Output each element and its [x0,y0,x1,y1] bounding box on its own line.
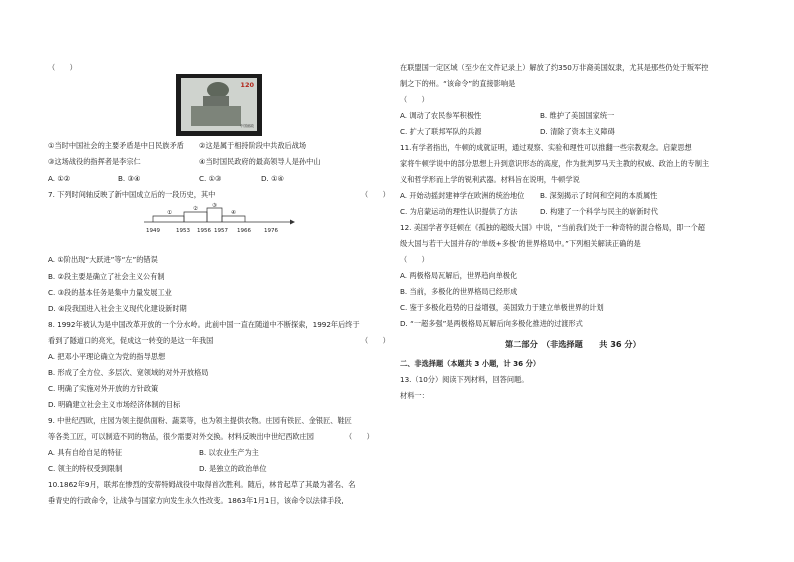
q6-option-d: D. ①④ [261,174,284,183]
q12-option-b: B. 当前，多极化的世界格局已经形成 [400,287,518,296]
q7-option-a: A. ①阶出现“大跃进”等“左”的错误 [48,255,158,264]
q9-option-a: A. 具有自给自足的特征 [48,448,123,457]
stamp-image [176,74,262,136]
q13-stem: 13.（10分）阅读下列材料，回答问题。 [400,375,529,384]
part-two-heading: 第二部分 （非选择题 共 36 分） [505,339,641,349]
timeline-arrow-icon [290,220,295,225]
q9-option-b: B. 以农业生产为主 [199,448,259,457]
q7-option-b: B. ②段主要是确立了社会主义公有制 [48,272,165,281]
timeline-label-2: ② [193,206,198,212]
q6-option-b: B. ③④ [118,174,141,183]
q7-option-c: C. ③段的基本任务是集中力量发展工业 [48,288,172,297]
stamp-building [191,106,241,126]
statement-1: ①当时中国社会的主要矛盾是中日民族矛盾 [48,141,184,150]
q9-stem-line2: 等各类工匠，可以制造不同的物品，很少需要对外交换。材料反映出中世纪西欧庄园 [48,432,314,441]
q12-option-c: C. 鉴于多极化趋势的日益增强，美国致力于建立单极世界的计划 [400,303,604,312]
q10-stem-line2: 垂青史的行政命令，让战争与国家方向发生永久性改变。1863年1月1日，该命令以法律手段, [48,496,344,505]
q12-bracket: （ ） [400,255,429,264]
q11-stem-line2: 家将牛顿学说中的部分思想上升到意识形态的高度，作为批判罗马天主教的权威、政治上的专制主 [400,159,710,168]
timeline-label-3: ③ [212,203,217,209]
material-one-label: 材料一： [400,391,429,400]
q10-option-d: D. 清除了资本主义障碍 [540,127,615,136]
q11-option-a: A. 开始动摇封建神学在欧洲的统治地位 [400,191,525,200]
q8-option-b: B. 形成了全方位、多层次、宽领域的对外开放格局 [48,368,209,377]
q11-option-c: C. 为启蒙运动的理性认识提供了方法 [400,207,518,216]
timeline-year-1966: 1966 [237,228,251,234]
q10-stem-line3: 在联盟国一定区域（至少在文件记录上）解放了约350万非裔美国奴隶，尤其是那些仍处于叛军控 [400,63,709,72]
q8-bracket: （ ） [361,336,390,345]
timeline-diagram [140,200,300,240]
q12-stem-line1: 12. 美国学者亨廷顿在《孤独的超级大国》中说，“当前我们处于一种奇特的混合格局，即一个超 [400,223,705,232]
timeline-year-1956: 1956 [197,228,211,234]
stamp-caption: 中国邮政 [240,124,254,128]
answer-bracket: （ ） [48,63,77,72]
timeline-bracket-4 [222,216,245,222]
q7-stem: 7. 下列时间轴反映了新中国成立后的一段历史，其中 [48,190,216,199]
q10-option-b: B. 维护了美国国家统一 [540,111,615,120]
q7-bracket: （ ） [361,190,390,199]
statement-4: ④当时国民政府的最高领导人是孙中山 [199,157,321,166]
stamp-value: 120 [240,81,254,89]
q9-option-d: D. 是独立的政治单位 [199,464,267,473]
q6-option-c: C. ①③ [199,174,222,183]
q8-option-a: A. 把邓小平理论确立为党的指导思想 [48,352,166,361]
q7-option-d: D. ④段我国进入社会主义现代化建设新时期 [48,304,187,313]
q8-stem-line2: 看到了隧道口的亮光，促成这一转变的是这一年我国 [48,336,214,345]
timeline-year-1957: 1957 [214,228,228,234]
q12-option-a: A. 两极格局瓦解后，世界趋向单极化 [400,271,518,280]
q8-option-d: D. 明确建立社会主义市场经济体制的目标 [48,400,181,409]
timeline-bracket-3 [207,208,222,222]
timeline-year-1976: 1976 [264,228,278,234]
timeline-label-4: ④ [231,210,236,216]
timeline-label-1: ① [167,210,172,216]
q11-stem-line3: 义和哲学形而上学的锐利武器。材料旨在说明，牛顿学说 [400,175,580,184]
section-two-heading: 二、非选择题（本题共 3 小题，计 36 分） [400,359,541,368]
q11-stem-line1: 11.有学者指出，牛顿的成就证明，通过观察、实验和理性可以推翻一些宗教观念。启蒙思想 [400,143,692,152]
q10-stem-line4: 制之下的州。“该命令”的直接影响是 [400,79,516,88]
q11-option-d: D. 构建了一个科学与民主的崭新时代 [540,207,658,216]
q10-option-a: A. 调动了农民参军积极性 [400,111,482,120]
statement-3: ③这场战役的指挥者是李宗仁 [48,157,141,166]
q11-option-b: B. 深刻揭示了时间和空间的本质属性 [540,191,658,200]
q8-option-c: C. 明确了实施对外开放的方针政策 [48,384,159,393]
q6-option-a: A. ①② [48,174,71,183]
q12-stem-line2: 级大国与若干大国并存的‘单级+多极’的世界格局中。”下列相关解读正确的是 [400,239,641,248]
timeline-year-1949: 1949 [146,228,160,234]
q8-stem-line1: 8. 1992年被认为是中国改革开放的一个分水岭。此前中国一直在随道中不断探索，1992年后终于 [48,320,360,329]
q9-option-c: C. 领主的特权受到限制 [48,464,123,473]
q9-bracket: （ ） [345,432,374,441]
q10-bracket: （ ） [400,95,429,104]
q9-stem-line1: 9. 中世纪西欧，庄园为领主提供面粉、蔬菜等，也为领主提供衣物。庄园有铁匠、金银匠、鞋匠 [48,416,352,425]
timeline-bracket-2 [184,212,207,222]
q10-option-c: C. 扩大了联邦军队的兵源 [400,127,482,136]
timeline-year-1953: 1953 [176,228,190,234]
q10-stem-line1: 10.1862年9月，联邦在惨烈的安蒂特姆战役中取得首次胜利。随后，林肯起草了其最为著名、名 [48,480,356,489]
statement-2: ②这是属于相持阶段中共敌后战场 [199,141,307,150]
timeline-bracket-1 [153,216,184,222]
q12-option-d: D. “一超多强”是两极格局瓦解后向多极化推进的过渡形式 [400,319,583,328]
